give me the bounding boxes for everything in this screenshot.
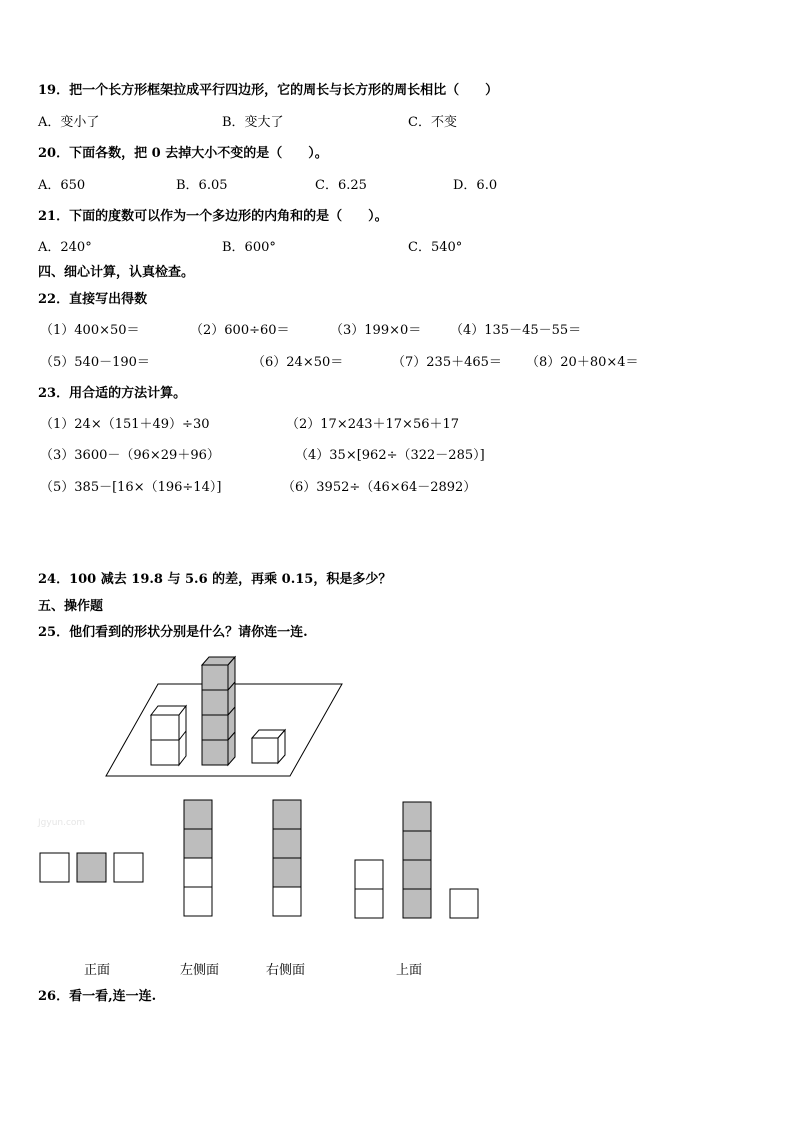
q26-stem: 26．看一看,连一连.	[38, 989, 157, 1004]
q23-item-1: （1）24×（151＋49）÷30	[40, 417, 210, 432]
view-option-column-b	[184, 800, 212, 916]
q20-option-b[interactable]: B．6.05	[176, 178, 228, 193]
q22-item-5: （5）540－190＝	[40, 355, 150, 370]
q21-stem: 21．下面的度数可以作为一个多边形的内角和的是（ ）。	[38, 209, 388, 224]
q19-option-a[interactable]: A．变小了	[38, 115, 100, 130]
q22-stem: 22．直接写出得数	[38, 292, 148, 307]
q21-option-a[interactable]: A．240°	[38, 240, 92, 255]
q20-option-a[interactable]: A．650	[38, 178, 86, 193]
cube-single-right	[252, 730, 285, 763]
q22-item-6: （6）24×50＝	[252, 355, 344, 370]
cube-stack-middle	[202, 657, 235, 765]
view-label-front[interactable]: 正面	[84, 963, 111, 978]
q22-item-8: （8）20＋80×4＝	[526, 355, 639, 370]
q24-stem: 24．100 减去 19.8 与 5.6 的差，再乘 0.15，积是多少？	[38, 572, 392, 587]
q21-option-b[interactable]: B．600°	[222, 240, 276, 255]
view-label-left[interactable]: 左侧面	[180, 963, 220, 978]
watermark: Jgyun.com	[38, 818, 86, 828]
view-label-right[interactable]: 右侧面	[266, 963, 306, 978]
q20-option-d[interactable]: D．6.0	[453, 178, 498, 193]
q23-item-2: （2）17×243＋17×56＋17	[286, 417, 460, 432]
q22-item-3: （3）199×0＝	[330, 323, 422, 338]
view-label-top[interactable]: 上面	[396, 963, 423, 978]
q19-option-b[interactable]: B．变大了	[222, 115, 284, 130]
q19-stem: 19．把一个长方形框架拉成平行四边形，它的周长与长方形的周长相比（ ）	[38, 83, 499, 98]
q23-item-5: （5）385－[16×（196÷14）]	[40, 480, 222, 495]
q22-item-2: （2）600÷60＝	[190, 323, 290, 338]
q22-item-4: （4）135－45－55＝	[450, 323, 582, 338]
q20-stem: 20．下面各数，把 0 去掉大小不变的是（ ）。	[38, 146, 328, 161]
q25-stem: 25．他们看到的形状分别是什么？请你连一连.	[38, 625, 308, 640]
q19-option-c[interactable]: C．不变	[408, 115, 457, 130]
q23-stem: 23．用合适的方法计算。	[38, 386, 187, 401]
q23-item-3: （3）3600－（96×29＋96）	[40, 448, 220, 463]
q23-item-6: （6）3952÷（46×64－2892）	[282, 480, 477, 495]
q22-item-7: （7）235＋465＝	[392, 355, 502, 370]
q22-item-1: （1）400×50＝	[40, 323, 140, 338]
view-option-front	[355, 802, 478, 918]
q20-option-c[interactable]: C．6.25	[315, 178, 367, 193]
q23-item-4: （4）35×[962÷（322－285）]	[295, 448, 485, 463]
section-5-heading: 五、操作题	[38, 599, 104, 614]
view-option-row	[40, 853, 143, 882]
q21-option-c[interactable]: C．540°	[408, 240, 463, 255]
section-4-heading: 四、细心计算，认真检查。	[38, 265, 195, 280]
view-option-column-c	[273, 800, 301, 916]
cube-stack-left	[151, 706, 186, 765]
